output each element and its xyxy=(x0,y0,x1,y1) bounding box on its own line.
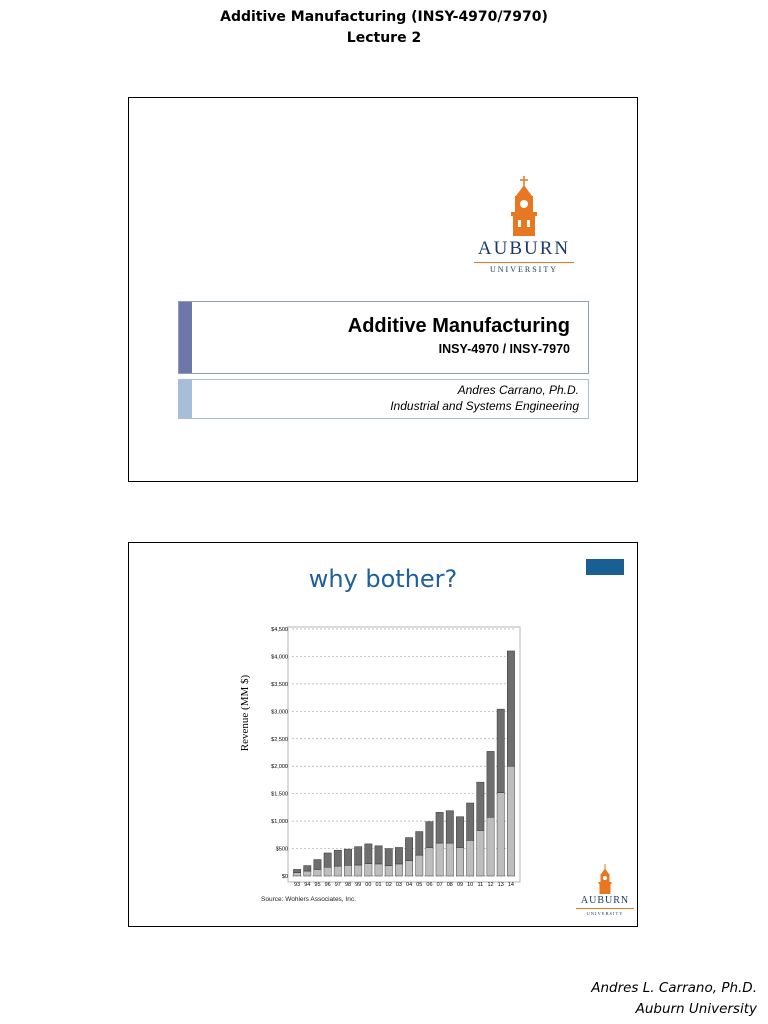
bar-segment-lower xyxy=(456,847,463,876)
x-tick-label: 10 xyxy=(467,882,474,888)
bar-segment-lower xyxy=(324,867,331,876)
y-tick-label: $0 xyxy=(281,874,288,880)
y-tick-label: $2,500 xyxy=(271,736,288,743)
bar-segment-upper xyxy=(426,822,433,848)
bar-segment-upper xyxy=(477,782,484,830)
x-tick-label: 98 xyxy=(344,882,352,888)
slide-title: Additive Manufacturing xyxy=(347,315,570,337)
x-tick-label: 97 xyxy=(334,882,341,888)
title-accent-bar xyxy=(179,302,192,373)
chart-source: Source: Wohlers Associates, Inc. xyxy=(261,896,356,903)
x-tick-label: 99 xyxy=(355,882,362,888)
page-header xyxy=(0,7,768,49)
logo-rule xyxy=(474,262,574,263)
course-title: Additive Manufacturing (INSY-4970/7970) xyxy=(220,9,548,25)
bars xyxy=(293,651,514,876)
logo-subtext: UNIVERSITY xyxy=(490,265,558,274)
slide-heading: why bother? xyxy=(308,565,458,593)
bar-segment-lower xyxy=(293,873,300,876)
bar-segment-upper xyxy=(375,846,382,864)
x-tick-label: 07 xyxy=(436,882,443,888)
bar-segment-upper xyxy=(456,817,463,848)
y-tick-label: $1,500 xyxy=(271,791,288,798)
bar-segment-upper xyxy=(293,869,300,872)
y-tick-label: $3,500 xyxy=(271,681,288,688)
y-ticks xyxy=(271,627,288,880)
bar-segment-upper xyxy=(497,709,504,792)
bar-segment-lower xyxy=(436,843,443,876)
x-ticks xyxy=(294,882,514,888)
bar-segment-upper xyxy=(436,812,443,843)
bar-segment-upper xyxy=(395,847,402,863)
bar-segment-lower xyxy=(304,871,311,876)
bar-segment-upper xyxy=(416,832,423,856)
bar-segment-upper xyxy=(314,860,321,870)
slide-2 xyxy=(128,542,638,927)
bar-segment-lower xyxy=(334,866,341,876)
x-tick-label: 14 xyxy=(507,882,514,888)
x-tick-label: 96 xyxy=(324,882,331,888)
bar-segment-lower xyxy=(365,864,372,876)
tower-icon xyxy=(504,176,544,236)
y-tick-label: $3,000 xyxy=(271,709,288,716)
bar-segment-upper xyxy=(446,811,453,843)
x-tick-label: 09 xyxy=(456,882,464,888)
author-box xyxy=(178,379,589,419)
slide-subtitle: INSY-4970 / INSY-7970 xyxy=(438,342,570,356)
footer-institution: Auburn University xyxy=(635,1001,757,1017)
y-tick-label: $4,500 xyxy=(271,627,288,633)
bar-segment-upper xyxy=(355,847,362,865)
bar-segment-upper xyxy=(334,850,341,866)
bar-segment-lower xyxy=(467,840,474,876)
bar-segment-upper xyxy=(405,838,412,861)
bar-segment-upper xyxy=(385,849,392,866)
bar-segment-lower xyxy=(405,861,412,876)
author-department: Industrial and Systems Engineering xyxy=(390,399,579,413)
bar-segment-lower xyxy=(416,855,423,876)
lecture-label: Lecture 2 xyxy=(346,30,422,46)
logo-subtext: UNIVERSITY xyxy=(586,911,624,916)
y-tick-label: $1,000 xyxy=(271,819,288,826)
bar-segment-upper xyxy=(487,751,494,817)
y-tick-label: $4,000 xyxy=(271,654,288,661)
bar-segment-lower xyxy=(344,865,351,876)
y-tick-label: $500 xyxy=(275,846,288,853)
bar-segment-upper xyxy=(365,844,372,864)
x-tick-label: 04 xyxy=(406,882,413,888)
bar-segment-lower xyxy=(375,864,382,876)
bar-segment-upper xyxy=(324,853,331,867)
bar-segment-lower xyxy=(355,865,362,876)
slide-1 xyxy=(128,97,638,482)
x-tick-label: 93 xyxy=(294,882,301,888)
bar-segment-lower xyxy=(385,866,392,876)
x-tick-label: 95 xyxy=(314,882,321,888)
bar-segment-lower xyxy=(395,864,402,876)
x-tick-label: 02 xyxy=(385,882,392,888)
y-axis-label: Revenue (MM $) xyxy=(239,674,251,752)
x-tick-label: 01 xyxy=(375,882,382,888)
x-tick-label: 11 xyxy=(477,882,484,888)
author-accent-bar xyxy=(179,380,192,418)
bar-segment-lower xyxy=(477,830,484,876)
bar-segment-upper xyxy=(467,803,474,840)
logo-rule xyxy=(576,908,634,909)
bar-segment-upper xyxy=(507,651,514,766)
x-tick-label: 08 xyxy=(446,882,453,888)
bar-segment-lower xyxy=(487,817,494,876)
tower-icon xyxy=(595,863,615,895)
title-box xyxy=(178,301,589,374)
x-tick-label: 94 xyxy=(304,882,311,888)
bar-segment-lower xyxy=(426,847,433,876)
x-tick-label: 03 xyxy=(395,882,402,888)
plot-frame xyxy=(288,627,520,882)
bar-segment-lower xyxy=(507,766,514,876)
revenue-chart xyxy=(233,621,528,906)
auburn-logo-small xyxy=(574,863,636,916)
y-tick-label: $2,000 xyxy=(271,764,288,771)
auburn-logo xyxy=(469,176,579,274)
bar-segment-upper xyxy=(344,849,351,865)
x-tick-label: 06 xyxy=(426,882,433,888)
author-name: Andres Carrano, Ph.D. xyxy=(457,383,579,397)
bar-segment-upper xyxy=(304,866,311,871)
footer-author: Andres L. Carrano, Ph.D. xyxy=(591,980,757,996)
logo-wordmark: AUBURN xyxy=(580,895,630,906)
bar-segment-lower xyxy=(446,843,453,876)
x-tick-label: 12 xyxy=(487,882,494,888)
page-footer xyxy=(591,978,757,1020)
bar-segment-lower xyxy=(314,869,321,876)
x-tick-label: 00 xyxy=(365,882,372,888)
logo-wordmark: AUBURN xyxy=(477,238,571,259)
x-tick-label: 05 xyxy=(416,882,423,888)
bar-segment-lower xyxy=(497,793,504,876)
x-tick-label: 13 xyxy=(497,882,504,888)
